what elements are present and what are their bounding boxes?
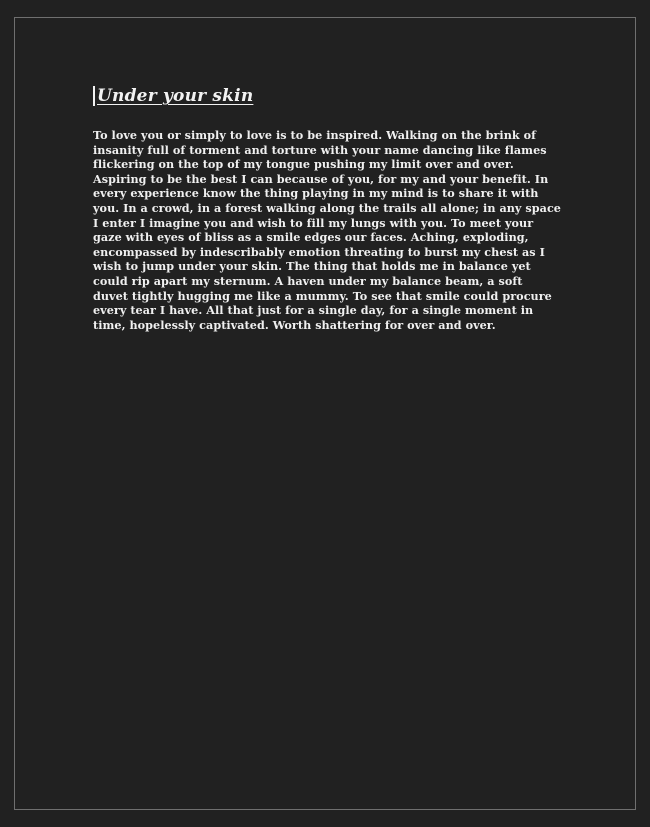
page-title: Under your skin — [93, 86, 253, 106]
document-page — [14, 17, 636, 810]
document-content — [93, 86, 561, 332]
document-body-text: To love you or simply to love is to be inspired. Walking on the brink of insanity full of torment and torture with your name dancing like flames flickering on the top of my tongue pushing my limit over and over. Aspiring to be the best I can because of you, for my and your benefit. In every experience know the thing playing in my mind is to share it with you. In a crowd, in a forest walking along the trails all alone; in any space I enter I imagine you and wish to fill my lungs with you. To meet your gaze with eyes of bliss as a smile edges our faces. Aching, exploding, encompassed by indescribably emotion threating to burst my chest as I wish to jump under your skin. The thing that holds me in balance yet could rip apart my sternum. A haven under my balance beam, a soft duvet tightly hugging me like a mummy. To see that smile could procure every tear I have. All that just for a single day, for a single moment in time, hopelessly captivated. Worth shattering for over and over. — [93, 128, 561, 332]
